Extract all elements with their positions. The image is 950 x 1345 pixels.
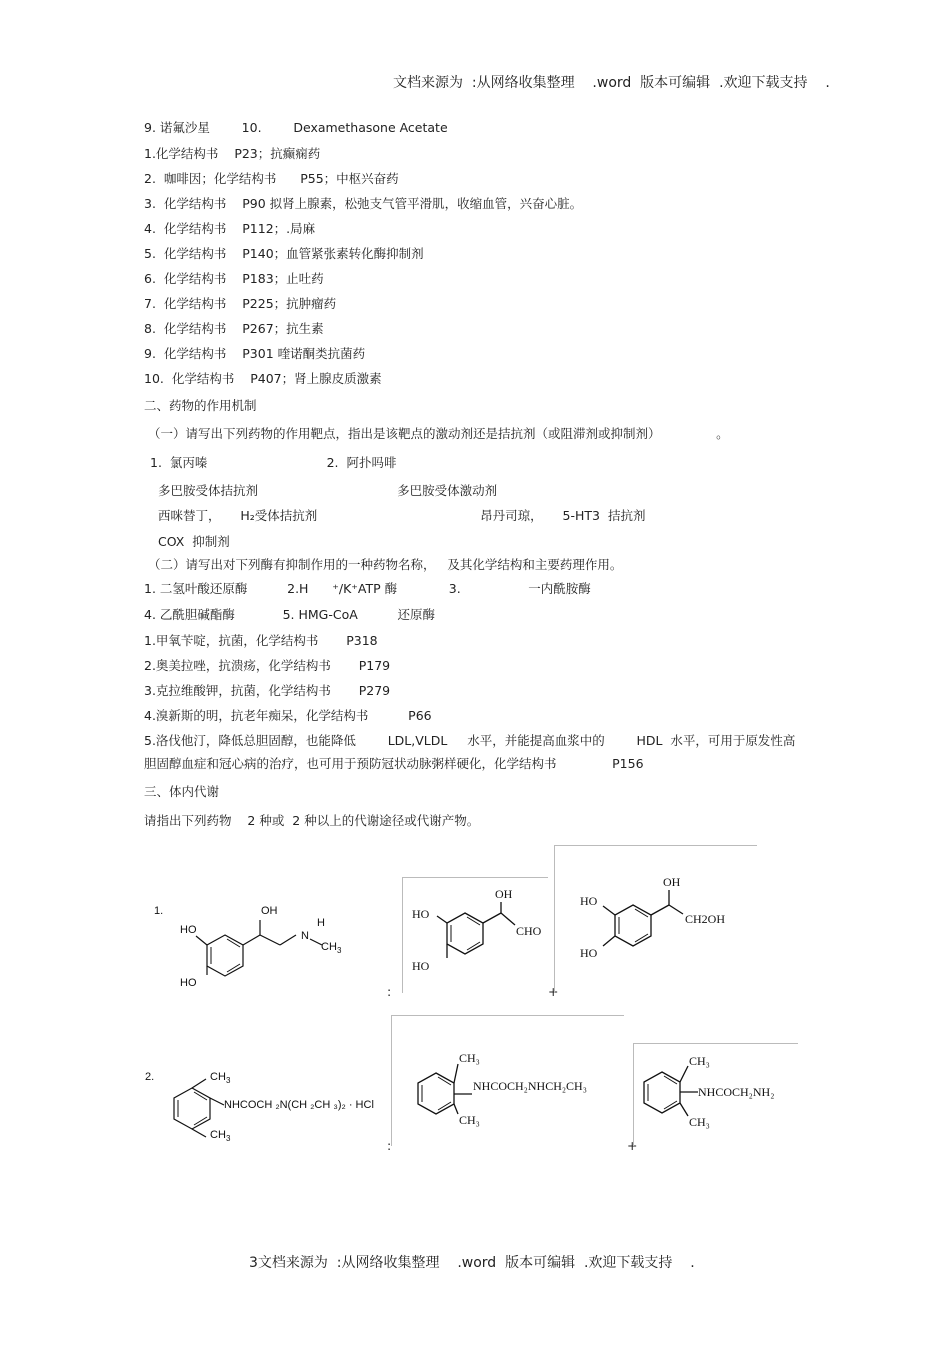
text-line: 2. 咖啡因；化学结构书 P55；中枢兴奋药 xyxy=(144,171,399,186)
text-line: 1. 氯丙嗪 2. 阿扑吗啡 xyxy=(150,455,397,470)
text-line: 7. 化学结构书 P225；抗肿瘤药 xyxy=(144,296,337,311)
text-line: （二）请写出对下列酶有抑制作用的一种药物名称， 及其化学结构和主要药理作用。 xyxy=(148,557,623,572)
section-heading: 三、体内代谢 xyxy=(144,784,220,799)
svg-text:CH: CH xyxy=(321,941,337,953)
structure-box xyxy=(554,845,757,993)
svg-text:NHCOCH₂NH₂: NHCOCH₂NH₂ xyxy=(698,1085,775,1099)
structure-adrenaline xyxy=(140,895,370,1000)
text-line: 4. 化学结构书 P112；.局麻 xyxy=(144,221,316,236)
svg-text:3: 3 xyxy=(337,946,342,955)
text-line: 9. 化学结构书 P301 喹诺酮类抗菌药 xyxy=(144,346,366,361)
structure-box xyxy=(402,877,548,993)
svg-text:HO: HO xyxy=(412,907,430,921)
svg-text:1.: 1. xyxy=(154,905,164,917)
svg-text:HO: HO xyxy=(412,959,430,973)
structure-lidocaine xyxy=(140,1060,390,1150)
text-line: 1. 二氢叶酸还原酶 2.H ⁺/K⁺ATP 酶 3. 一内酰胺酶 xyxy=(144,581,591,596)
text-line: 8. 化学结构书 P267；抗生素 xyxy=(144,321,324,336)
text-line: 5.洛伐他汀，降低总胆固醇，也能降低 LDL,VLDL 水平，并能提高血浆中的 HDL 水平，可用于原发性高 xyxy=(144,733,796,748)
text-line: COX 抑制剂 xyxy=(158,534,230,549)
svg-text:OH: OH xyxy=(261,905,278,917)
svg-text:NHCOCH₂NHCH₂CH₃: NHCOCH₂NHCH₂CH₃ xyxy=(473,1079,587,1093)
svg-text:OH: OH xyxy=(663,875,681,889)
svg-text:2.: 2. xyxy=(145,1071,155,1083)
text-line: （一）请写出下列药物的作用靶点，指出是该靶点的激动剂还是拮抗剂（或阻滞剂或抑制剂） 。 xyxy=(148,426,729,441)
separator-colon: : xyxy=(387,984,392,999)
svg-text:HO: HO xyxy=(180,924,197,936)
text-line: 2.奥美拉唑，抗溃疡，化学结构书 P179 xyxy=(144,658,391,673)
structure-lidocaine-metabolite-glycinexylidide xyxy=(634,1044,798,1146)
text-line: 1.甲氧苄啶，抗菌，化学结构书 P318 xyxy=(144,633,378,648)
svg-text:HO: HO xyxy=(180,977,197,989)
svg-text:OH: OH xyxy=(495,887,513,901)
structure-box xyxy=(633,1043,798,1146)
text-line: 10. 化学结构书 P407；肾上腺皮质激素 xyxy=(144,371,382,386)
svg-text:3: 3 xyxy=(226,1076,231,1085)
separator-plus: + xyxy=(627,1138,638,1153)
svg-text:HO: HO xyxy=(580,946,598,960)
text-line: 西咪替丁， H₂受体拮抗剂 昂丹司琼， 5-HT3 拮抗剂 xyxy=(158,508,646,523)
separator-plus: + xyxy=(548,984,559,999)
svg-text:3: 3 xyxy=(226,1134,231,1143)
text-line: 5. 化学结构书 P140；血管紧张素转化酶抑制剂 xyxy=(144,246,424,261)
section-heading: 二、药物的作用机制 xyxy=(144,398,257,413)
svg-text:NHCOCH ₂N(CH ₂CH ₃)₂ · HCl: NHCOCH ₂N(CH ₂CH ₃)₂ · HCl xyxy=(224,1099,374,1111)
text-line: 4.溴新斯的明，抗老年痴呆，化学结构书 P66 xyxy=(144,708,432,723)
structure-alcohol-metabolite xyxy=(555,846,757,993)
svg-text:CH₃: CH₃ xyxy=(689,1054,710,1068)
page-footer: 3文档来源为 :从网络收集整理 .word 版本可编辑 .欢迎下载支持 . xyxy=(249,1255,695,1271)
page-header: 文档来源为 :从网络收集整理 .word 版本可编辑 .欢迎下载支持 . xyxy=(393,75,830,91)
separator-colon: : xyxy=(387,1138,392,1153)
text-line: 3. 化学结构书 P90 拟肾上腺素，松弛支气管平滑肌，收缩血管，兴奋心脏。 xyxy=(144,196,583,211)
text-line: 胆固醇血症和冠心病的治疗，也可用于预防冠状动脉粥样硬化，化学结构书 P156 xyxy=(144,756,644,771)
text-line: 9. 诺氟沙星 10. Dexamethasone Acetate xyxy=(144,120,448,135)
svg-text:CH₃: CH₃ xyxy=(459,1113,480,1127)
svg-text:CH₃: CH₃ xyxy=(459,1051,480,1065)
text-line: 3.克拉维酸钾，抗菌，化学结构书 P279 xyxy=(144,683,391,698)
text-line: 1.化学结构书 P23；抗癫痫药 xyxy=(144,146,321,161)
structure-box xyxy=(391,1015,624,1146)
text-line: 6. 化学结构书 P183；止吐药 xyxy=(144,271,324,286)
svg-text:CHO: CHO xyxy=(516,924,542,938)
svg-text:CH: CH xyxy=(210,1129,226,1141)
svg-text:CH₃: CH₃ xyxy=(689,1115,710,1129)
text-line: 多巴胺受体拮抗剂 多巴胺受体激动剂 xyxy=(158,483,498,498)
structure-aldehyde-metabolite xyxy=(403,878,548,993)
text-line: 4. 乙酰胆碱酯酶 5. HMG-CoA 还原酶 xyxy=(144,607,436,622)
svg-text:N: N xyxy=(301,930,309,942)
svg-text:H: H xyxy=(317,917,325,929)
svg-text:CH: CH xyxy=(210,1071,226,1083)
structure-lidocaine-metabolite-monoethyl xyxy=(392,1016,624,1146)
text-line: 请指出下列药物 2 种或 2 种以上的代谢途径或代谢产物。 xyxy=(144,813,480,828)
svg-text:HO: HO xyxy=(580,894,598,908)
svg-text:CH2OH: CH2OH xyxy=(685,912,726,926)
